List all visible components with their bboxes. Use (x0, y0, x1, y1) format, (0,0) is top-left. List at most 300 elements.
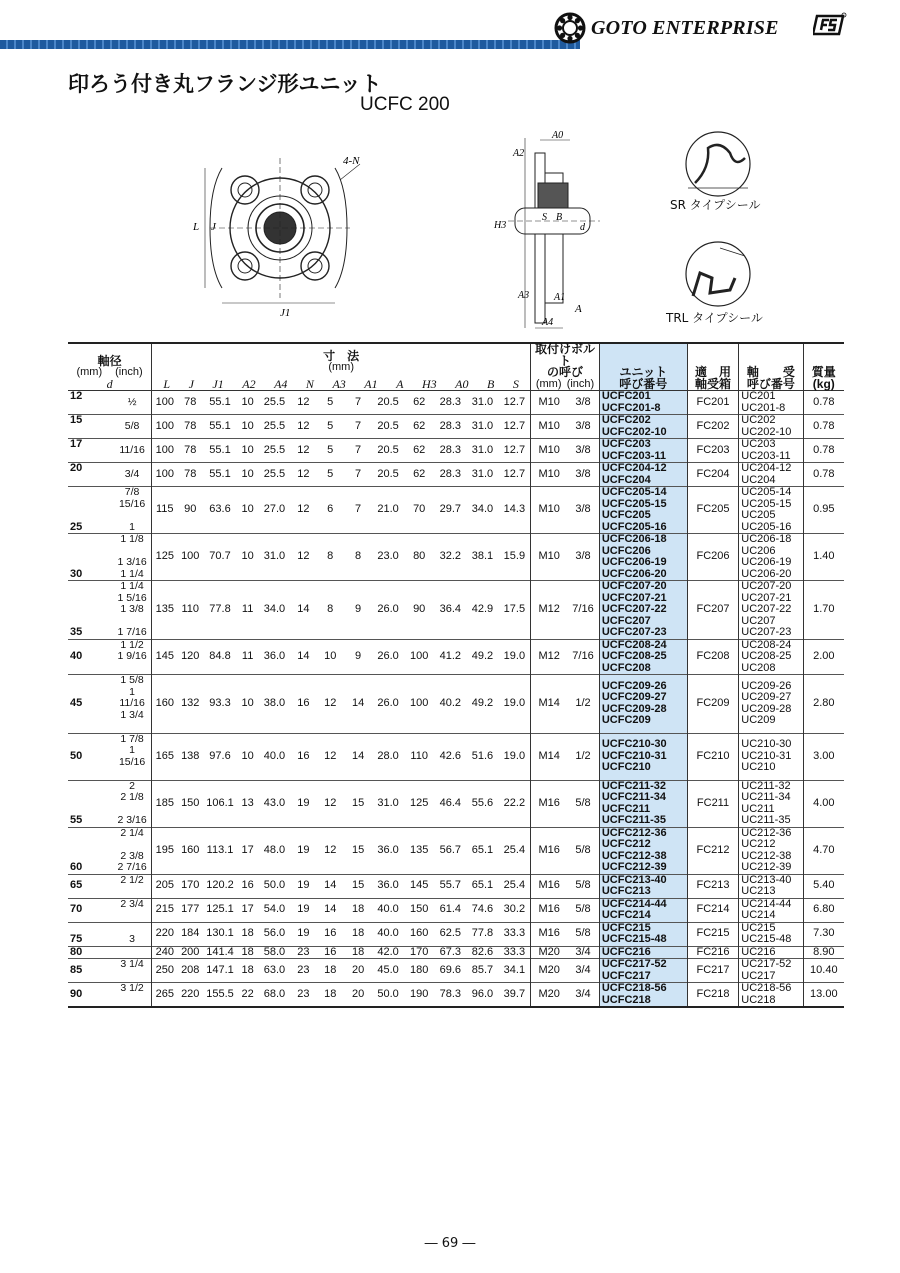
dim-value: 23.0 (377, 550, 399, 563)
dim-value: 135 (152, 581, 178, 640)
dim-value: 12 (324, 697, 337, 709)
dim-value: 62 (413, 419, 426, 432)
bolt-mm: M20 (531, 959, 567, 983)
dim-value: 100 (152, 415, 178, 439)
dim-value: 9 (355, 603, 362, 615)
trl-seal-caption: TRL タイプシール (666, 311, 763, 325)
dim-col-header: A0 (455, 376, 469, 391)
dim-value: 19 (297, 843, 310, 856)
dim-value: 33.3 (503, 945, 526, 958)
fs-brand-icon (813, 12, 847, 38)
dim-value: 55.1 (209, 395, 231, 408)
dim-value: 17.5 (503, 603, 526, 615)
dim-value: 120 (181, 650, 200, 662)
dim-value: 26.0 (377, 603, 399, 615)
dim-value: 10 (241, 443, 254, 456)
unit-numbers: UCFC203 UCFC203-11 (599, 439, 687, 463)
inch-sizes: 11/16 (119, 443, 145, 456)
label-s: S (542, 212, 547, 223)
dim-value: 77.8 (471, 927, 494, 940)
dim-value: 5 (327, 467, 334, 480)
dim-value: 6 (327, 503, 334, 516)
dim-value: 7 (355, 467, 362, 480)
dim-value: 18 (351, 927, 365, 940)
dim-value: 12 (297, 395, 310, 408)
dim-value: 36.0 (377, 879, 399, 892)
dim-value: 39.7 (503, 987, 526, 1000)
dim-value: 31.0 (471, 443, 494, 456)
unit-numbers: UCFC212-36 UCFC212 UCFC212-38 UCFC212-39 (599, 827, 687, 874)
bearing-numbers: UC205-14 UC205-15 UC205 UC205-16 (739, 487, 803, 534)
inch-sizes: 1 7/8 1 15/16 (118, 732, 146, 768)
unit-numbers: UCFC206-18 UCFC206 UCFC206-19 UCFC206-20 (599, 534, 687, 581)
dim-value: 31.0 (263, 550, 286, 563)
dim-value: 110 (410, 749, 428, 762)
inch-sizes: 2 1/4 2 3/8 2 7/16 (117, 826, 147, 873)
dim-value: 17 (241, 903, 254, 916)
mass-header: 質量 (kg) (803, 343, 844, 391)
inch-sizes: 5/8 (124, 419, 140, 432)
dim-value: 8 (355, 550, 362, 563)
bolt-mm: M16 (531, 874, 567, 898)
label-b: B (556, 212, 563, 223)
dim-value: 90 (413, 603, 426, 615)
dim-value: 19 (297, 879, 310, 892)
bolt-inch: 5/8 (575, 796, 591, 809)
bearing-numbers: UC201 UC201-8 (739, 391, 803, 415)
table-row (68, 463, 844, 487)
shaft-diameter: 12 (70, 390, 83, 402)
dim-value: 16 (324, 927, 337, 940)
dim-value: 20 (351, 987, 365, 1000)
bearing-numbers: UC210-30 UC210-31 UC210 (739, 733, 803, 780)
dimension-table (68, 342, 844, 1008)
unit-numbers: UCFC205-14 UCFC205-15 UCFC205 UCFC205-16 (599, 487, 687, 534)
page-number: ― 69 ― (424, 1236, 476, 1251)
dim-value: 55.1 (209, 467, 231, 480)
dim-value: 25.5 (263, 419, 286, 432)
table-row (68, 487, 844, 534)
dim-value: 14 (324, 903, 337, 916)
dim-value: 28.3 (439, 467, 461, 480)
label-a3: A3 (518, 290, 530, 301)
housing-number: FC201 (687, 391, 738, 415)
table-row (68, 534, 844, 581)
mass-value: 8.90 (803, 946, 844, 959)
dim-value: 19 (297, 903, 310, 916)
shaft-diameter: 85 (70, 963, 83, 976)
dim-value: 141.4 (206, 945, 234, 958)
bolt-inch: 3/8 (575, 395, 591, 408)
dim-value: 40.0 (263, 749, 286, 762)
dim-value: 170 (181, 879, 200, 892)
dim-value: 125 (152, 534, 178, 581)
technical-drawings (190, 128, 780, 338)
dim-value: 160 (152, 675, 178, 734)
dim-value: 26.0 (377, 650, 399, 662)
bolt-inch: 3/4 (575, 963, 591, 976)
dim-value: 68.0 (263, 987, 286, 1000)
unit-numbers: UCFC201 UCFC201-8 (599, 391, 687, 415)
dim-col-header: S (512, 376, 519, 391)
sr-seal-caption: SR タイプシール (670, 198, 761, 212)
dim-value: 31.0 (471, 395, 494, 408)
series-title: UCFC 200 (360, 94, 450, 115)
table-row (68, 827, 844, 874)
dim-value: 12 (297, 550, 310, 563)
dim-value: 69.6 (439, 963, 461, 976)
dim-value: 205 (152, 874, 178, 898)
dim-value: 45.0 (377, 963, 399, 976)
bolt-inch: 3/4 (575, 945, 591, 958)
dim-value: 51.6 (471, 749, 494, 762)
dim-value: 170 (410, 945, 429, 958)
dim-value: 70 (413, 503, 426, 516)
dim-value: 23 (297, 987, 310, 1000)
dim-value: 14 (351, 697, 365, 709)
label-a: A (575, 303, 582, 315)
dim-value: 150 (181, 796, 200, 809)
inch-sizes: 2 1/2 (120, 873, 144, 886)
shaft-diameter: 60 (70, 861, 83, 873)
bolt-inch: 3/8 (575, 443, 591, 456)
dim-value: 50.0 (377, 987, 399, 1000)
dim-value: 23 (297, 945, 310, 958)
unit-numbers: UCFC210-30 UCFC210-31 UCFC210 (599, 733, 687, 780)
table-row (68, 983, 844, 1008)
dim-value: 155.5 (206, 987, 234, 1000)
dim-value: 150 (410, 903, 429, 916)
bolt-mm: M10 (531, 463, 567, 487)
dim-value: 42.6 (439, 749, 461, 762)
housing-number: FC207 (687, 581, 738, 640)
front-view-drawing (205, 158, 360, 303)
housing-number: FC213 (687, 874, 738, 898)
dim-value: 12 (324, 843, 337, 856)
shaft-header: 軸径 (mm) (inch) d (68, 343, 152, 391)
shaft-diameter: 45 (70, 697, 83, 709)
dim-value: 78 (184, 395, 197, 408)
dim-value: 100 (152, 391, 178, 415)
dim-value: 15.9 (503, 550, 526, 563)
dim-value: 31.0 (471, 419, 494, 432)
bolt-mm: M12 (531, 639, 567, 675)
unit-numbers: UCFC215 UCFC215-48 (599, 922, 687, 946)
bearing-numbers: UC206-18 UC206 UC206-19 UC206-20 (739, 534, 803, 581)
dim-col-header: L (163, 376, 171, 391)
dim-value: 132 (181, 697, 200, 709)
dim-value: 62 (413, 443, 426, 456)
housing-header: 適 用 軸受箱 (687, 343, 738, 391)
dim-value: 13 (241, 796, 254, 809)
housing-number: FC210 (687, 733, 738, 780)
housing-number: FC208 (687, 639, 738, 675)
dim-value: 78 (184, 467, 197, 480)
company-name: GOTO ENTERPRISE (591, 16, 779, 39)
dim-value: 34.1 (503, 963, 526, 976)
shaft-diameter: 55 (70, 814, 83, 826)
dim-value: 12 (297, 467, 310, 480)
dim-value: 43.0 (263, 796, 286, 809)
dim-value: 41.2 (439, 650, 461, 662)
dim-value: 12 (297, 443, 310, 456)
dim-value: 177 (181, 903, 200, 916)
dim-value: 22 (241, 987, 254, 1000)
shaft-diameter: 75 (70, 933, 83, 945)
table-row (68, 415, 844, 439)
dim-value: 50.0 (263, 879, 286, 892)
dim-value: 25.4 (503, 879, 526, 892)
dim-value: 160 (181, 843, 200, 856)
dim-value: 96.0 (471, 987, 494, 1000)
dim-value: 74.6 (471, 903, 494, 916)
unit-numbers: UCFC217-52 UCFC217 (599, 959, 687, 983)
unit-numbers: UCFC214-44 UCFC214 (599, 898, 687, 922)
bearing-numbers: UC211-32 UC211-34 UC211 UC211-35 (739, 780, 803, 827)
mass-value: 0.78 (803, 391, 844, 415)
shaft-diameter: 25 (70, 520, 83, 533)
dim-value: 14 (324, 879, 337, 892)
bolt-mm: M16 (531, 827, 567, 874)
shaft-diameter: 17 (70, 438, 83, 450)
dim-value: 19 (297, 796, 310, 809)
dim-value: 138 (181, 749, 200, 762)
dim-col-header: A3 (332, 376, 346, 391)
dim-value: 5 (327, 443, 334, 456)
dim-value: 16 (241, 879, 254, 892)
dim-value: 184 (181, 927, 200, 940)
dim-value: 40.0 (377, 927, 399, 940)
dim-value: 10 (241, 467, 254, 480)
sr-seal-detail (686, 132, 750, 196)
bearing-numbers: UC216 (739, 946, 803, 959)
table-row (68, 898, 844, 922)
dim-value: 97.6 (209, 749, 231, 762)
dim-value: 5 (327, 419, 334, 432)
dim-value: 10 (241, 395, 254, 408)
bolt-inch: 5/8 (575, 843, 591, 856)
dim-col-header: H3 (421, 376, 437, 391)
housing-number: FC209 (687, 675, 738, 734)
dim-value: 78.3 (439, 987, 461, 1000)
bolt-mm: M16 (531, 922, 567, 946)
dim-value: 40.2 (439, 697, 461, 709)
dim-value: 113.1 (206, 843, 234, 856)
dim-value: 36.4 (439, 603, 461, 615)
dim-value: 46.4 (439, 796, 461, 809)
bearing-numbers: UC204-12 UC204 (739, 463, 803, 487)
bearing-numbers: UC213-40 UC213 (739, 874, 803, 898)
dim-value: 62.5 (439, 927, 461, 940)
table-row (68, 874, 844, 898)
shaft-diameter: 50 (70, 749, 83, 762)
dim-value: 28.3 (439, 395, 461, 408)
bolt-inch: 3/8 (575, 467, 591, 480)
bolt-mm: M10 (531, 534, 567, 581)
inch-sizes: 7/8 15/16 1 (118, 486, 146, 533)
inch-sizes: ½ (127, 395, 137, 408)
dim-value: 160 (410, 927, 429, 940)
bearing-numbers: UC218-56 UC218 (739, 983, 803, 1008)
dim-value: 19 (297, 927, 310, 940)
housing-number: FC218 (687, 983, 738, 1008)
table-row (68, 391, 844, 415)
dim-value: 42.0 (377, 945, 399, 958)
dim-value: 106.1 (206, 796, 234, 809)
unit-numbers: UCFC207-20 UCFC207-21 UCFC207-22 UCFC207 UCFC207-23 (599, 581, 687, 640)
dim-value: 8 (327, 550, 334, 563)
dim-value: 190 (410, 987, 429, 1000)
mass-value: 0.78 (803, 463, 844, 487)
dim-value: 125 (410, 796, 429, 809)
inch-sizes: 1 1/8 1 3/16 1 1/4 (117, 533, 147, 580)
dim-value: 15 (351, 796, 365, 809)
bolt-inch: 3/8 (575, 550, 591, 563)
dim-value: 135 (410, 843, 429, 856)
label-d: d (580, 222, 585, 233)
dim-value: 31.0 (377, 796, 399, 809)
dim-value: 26.0 (377, 697, 399, 709)
bolt-mm: M12 (531, 581, 567, 640)
shaft-diameter: 20 (70, 462, 83, 474)
dim-value: 14.3 (503, 503, 526, 516)
housing-number: FC204 (687, 463, 738, 487)
dim-col-header: A2 (242, 376, 256, 391)
dim-value: 77.8 (209, 603, 231, 615)
page-title: 印ろう付き丸フランジ形ユニット (68, 72, 382, 96)
mass-value: 13.00 (803, 983, 844, 1008)
dim-value: 12.7 (503, 419, 526, 432)
dim-value: 93.3 (209, 697, 231, 709)
label-h3: H3 (494, 220, 507, 231)
dim-value: 29.7 (439, 503, 461, 516)
bearing-numbers: UC214-44 UC214 (739, 898, 803, 922)
dim-value: 100 (152, 463, 178, 487)
dim-value: 18 (324, 987, 337, 1000)
mass-value: 6.80 (803, 898, 844, 922)
dim-value: 120.2 (206, 879, 234, 892)
dim-value: 10 (241, 419, 254, 432)
dim-value: 67.3 (439, 945, 461, 958)
dim-value: 145 (410, 879, 429, 892)
inch-sizes: 1 5/8 1 11/16 1 3/4 (119, 674, 145, 721)
dim-value: 56.7 (439, 843, 461, 856)
dim-value: 16 (297, 697, 310, 709)
dim-value: 31.0 (471, 467, 494, 480)
dim-value: 28.0 (377, 749, 399, 762)
unit-numbers: UCFC218-56 UCFC218 (599, 983, 687, 1008)
mass-value: 0.95 (803, 487, 844, 534)
dim-value: 20.5 (377, 467, 399, 480)
dim-value: 25.4 (503, 843, 526, 856)
dim-value: 84.8 (209, 650, 231, 662)
bolt-mm: M10 (531, 415, 567, 439)
bolt-mm: M16 (531, 780, 567, 827)
housing-number: FC205 (687, 487, 738, 534)
table-row (68, 733, 844, 780)
dim-value: 265 (152, 983, 178, 1008)
dim-value: 10 (241, 749, 254, 762)
dim-value: 12 (324, 796, 337, 809)
unit-numbers: UCFC204-12 UCFC204 (599, 463, 687, 487)
dim-col-header: A (396, 376, 404, 391)
dim-value: 7 (355, 395, 362, 408)
dim-value: 8 (327, 603, 334, 615)
shaft-diameter: 70 (70, 903, 83, 916)
dim-value: 200 (181, 945, 200, 958)
bearing-logo-icon (553, 12, 587, 44)
dim-value: 55.1 (209, 443, 231, 456)
table-row (68, 922, 844, 946)
dim-col-header: J (188, 376, 194, 391)
mass-value: 1.70 (803, 581, 844, 640)
table-row (68, 639, 844, 675)
dim-value: 16 (297, 749, 310, 762)
dim-value: 62 (413, 467, 426, 480)
dim-value: 62 (413, 395, 426, 408)
dim-value: 12 (297, 419, 310, 432)
dim-value: 34.0 (471, 503, 494, 516)
dim-col-header: A4 (274, 376, 288, 391)
unit-numbers: UCFC213-40 UCFC213 (599, 874, 687, 898)
dim-value: 33.3 (503, 927, 526, 940)
unit-numbers: UCFC216 (599, 946, 687, 959)
dim-value: 55.1 (209, 419, 231, 432)
dim-value: 165 (152, 733, 178, 780)
dim-value: 20 (351, 963, 365, 976)
inch-sizes: 3 1/2 (120, 982, 144, 994)
table-row (68, 959, 844, 983)
bolt-mm: M20 (531, 983, 567, 1008)
housing-number: FC215 (687, 922, 738, 946)
dim-value: 61.4 (439, 903, 461, 916)
dim-col-header: A1 (364, 376, 378, 391)
dim-value: 25.5 (263, 467, 286, 480)
dim-value: 21.0 (377, 503, 399, 516)
housing-number: FC202 (687, 415, 738, 439)
dim-value: 18 (351, 945, 365, 958)
dim-value: 40.0 (377, 903, 399, 916)
dim-value: 49.2 (471, 697, 494, 709)
dim-value: 195 (152, 827, 178, 874)
dim-col-header: J1 (212, 376, 224, 391)
dim-value: 15 (351, 843, 365, 856)
dim-value: 48.0 (263, 843, 286, 856)
bolt-inch: 5/8 (575, 903, 591, 916)
mass-value: 10.40 (803, 959, 844, 983)
dims-header: 寸 法 (mm) L J J1 A2 A4 N A3 A1 A H3 A0 B S (152, 343, 531, 391)
label-4n: 4-N (343, 155, 360, 167)
label-l: L (193, 221, 200, 233)
dim-value: 20.5 (377, 443, 399, 456)
dim-value: 18 (241, 963, 254, 976)
dim-value: 42.9 (471, 603, 494, 615)
dim-col-header: N (305, 376, 314, 391)
dim-value: 80 (413, 550, 426, 563)
dim-value: 78 (184, 419, 197, 432)
bearing-numbers: UC217-52 UC217 (739, 959, 803, 983)
dim-value: 17 (241, 843, 254, 856)
dim-value: 10 (241, 503, 254, 516)
dim-value: 180 (410, 963, 429, 976)
housing-number: FC217 (687, 959, 738, 983)
bearing-numbers: UC203 UC203-11 (739, 439, 803, 463)
dim-value: 100 (152, 439, 178, 463)
bolt-inch: 1/2 (575, 697, 591, 709)
dim-value: 100 (410, 650, 429, 662)
bolt-inch: 5/8 (575, 927, 591, 940)
dim-value: 100 (410, 697, 429, 709)
